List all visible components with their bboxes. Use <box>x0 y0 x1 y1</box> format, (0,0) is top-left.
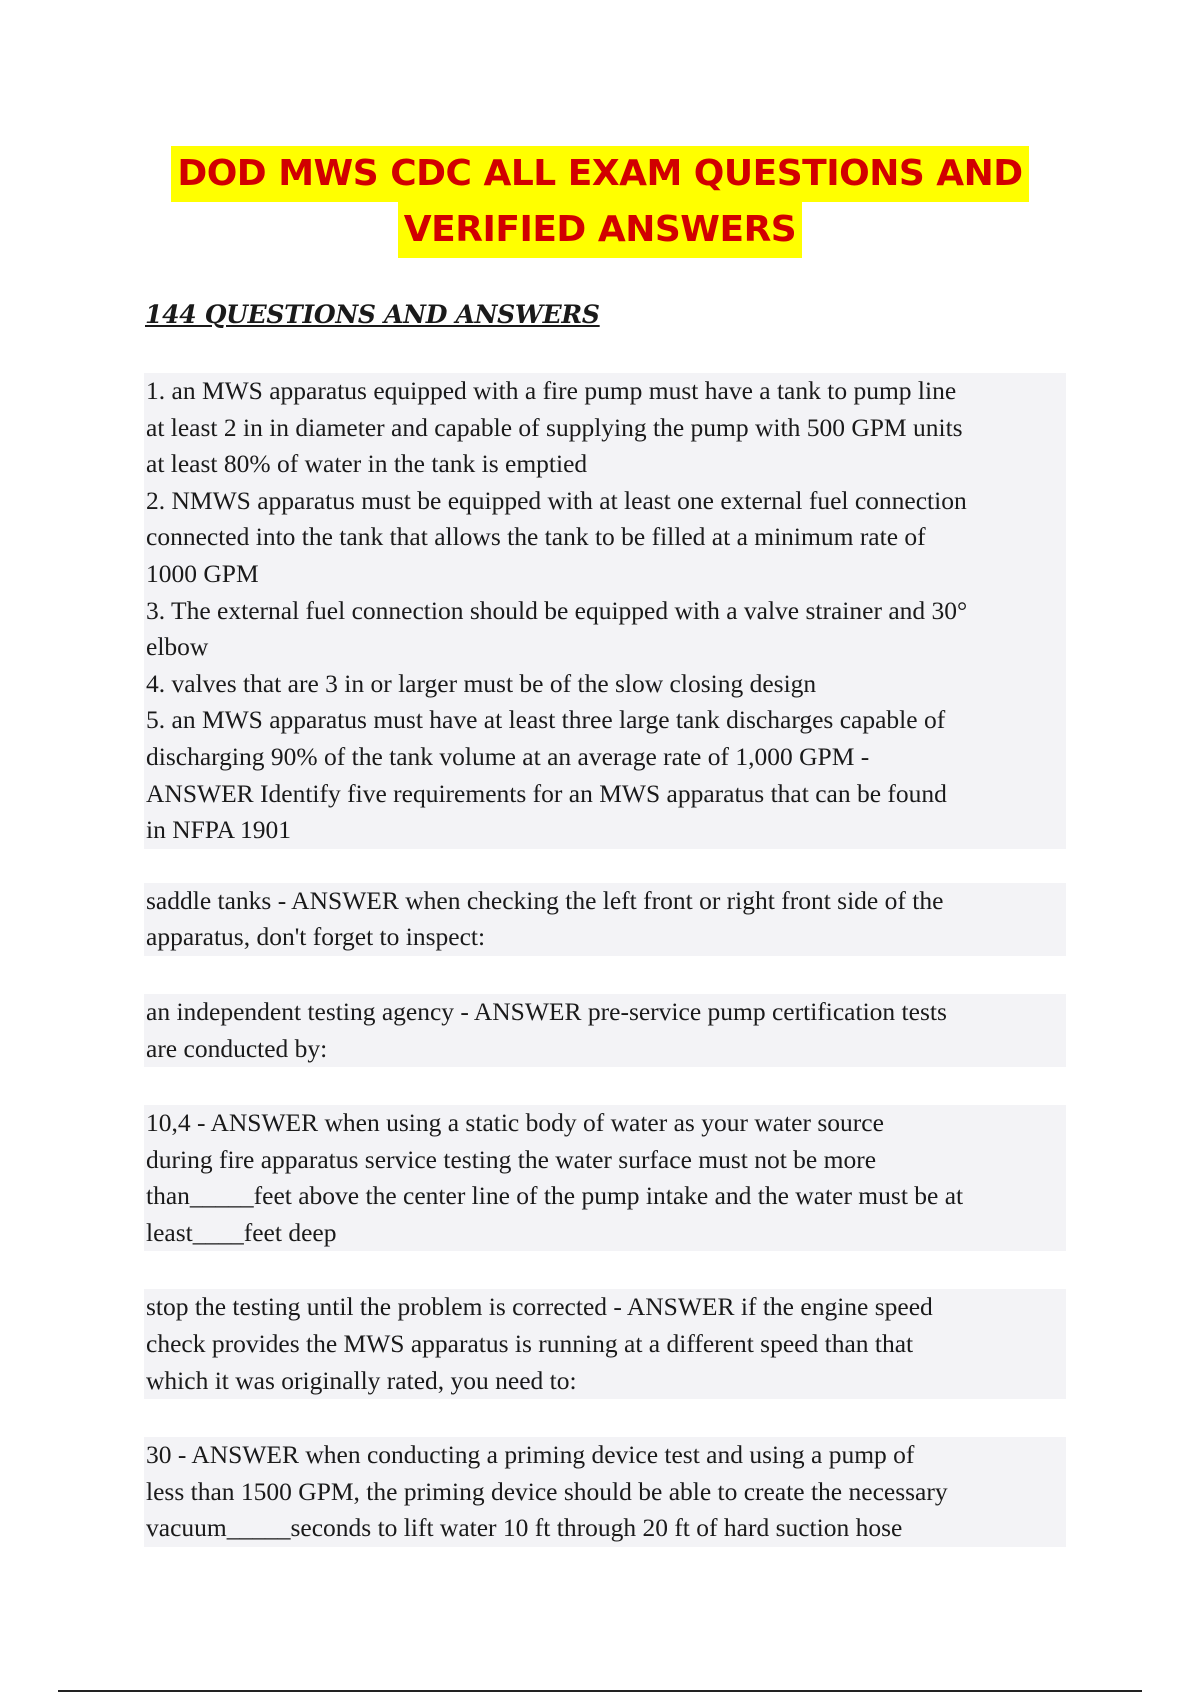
text-line: apparatus, don't forget to inspect: <box>144 919 1066 956</box>
text-line: connected into the tank that allows the tank to be filled at a minimum rate of <box>144 519 1066 556</box>
text-line: at least 2 in in diameter and capable of supplying the pump with 500 GPM units <box>144 410 1066 447</box>
qa-block-3 <box>146 994 1066 1067</box>
text-line: than_____feet above the center line of the pump intake and the water must be at <box>144 1178 1066 1215</box>
text-line: 30 - ANSWER when conducting a priming device test and using a pump of <box>144 1437 1066 1474</box>
section-subheading: 144 QUESTIONS AND ANSWERS <box>145 300 600 329</box>
qa-block-6 <box>146 1437 1066 1547</box>
text-line: check provides the MWS apparatus is running at a different speed than that <box>144 1326 1066 1363</box>
text-line: elbow <box>144 629 1066 666</box>
qa-block-4 <box>146 1105 1066 1251</box>
text-line: less than 1500 GPM, the priming device should be able to create the necessary <box>144 1474 1066 1511</box>
text-line: stop the testing until the problem is corrected - ANSWER if the engine speed <box>144 1289 1066 1326</box>
text-line: vacuum_____seconds to lift water 10 ft through 20 ft of hard suction hose <box>144 1510 1066 1547</box>
qa-block-1 <box>146 373 1066 849</box>
text-line: an independent testing agency - ANSWER pre-service pump certification tests <box>144 994 1066 1031</box>
text-line: are conducted by: <box>144 1031 1066 1068</box>
text-line: least____feet deep <box>144 1215 1066 1252</box>
text-line: 5. an MWS apparatus must have at least three large tank discharges capable of <box>144 702 1066 739</box>
text-line: during fire apparatus service testing the water surface must not be more <box>144 1142 1066 1179</box>
text-line: at least 80% of water in the tank is emptied <box>144 446 1066 483</box>
text-line: discharging 90% of the tank volume at an average rate of 1,000 GPM - <box>144 739 1066 776</box>
text-line: 10,4 - ANSWER when using a static body of water as your water source <box>144 1105 1066 1142</box>
text-line: in NFPA 1901 <box>144 812 1066 849</box>
text-line: 1000 GPM <box>144 556 1066 593</box>
document-title <box>0 146 1200 258</box>
text-line: 3. The external fuel connection should be equipped with a valve strainer and 30° <box>144 593 1066 630</box>
text-line: ANSWER Identify five requirements for an MWS apparatus that can be found <box>144 776 1066 813</box>
qa-block-2 <box>146 883 1066 956</box>
document-body <box>146 373 1066 1547</box>
text-line: 1. an MWS apparatus equipped with a fire pump must have a tank to pump line <box>144 373 1066 410</box>
qa-block-5 <box>146 1289 1066 1399</box>
text-line: which it was originally rated, you need to: <box>144 1363 1066 1400</box>
text-line: 2. NMWS apparatus must be equipped with at least one external fuel connection <box>144 483 1066 520</box>
title-line-2: VERIFIED ANSWERS <box>398 202 802 258</box>
page-bottom-rule <box>58 1690 1142 1692</box>
text-line: saddle tanks - ANSWER when checking the left front or right front side of the <box>144 883 1066 920</box>
text-line: 4. valves that are 3 in or larger must be of the slow closing design <box>144 666 1066 703</box>
title-line-1: DOD MWS CDC ALL EXAM QUESTIONS AND <box>171 146 1028 202</box>
